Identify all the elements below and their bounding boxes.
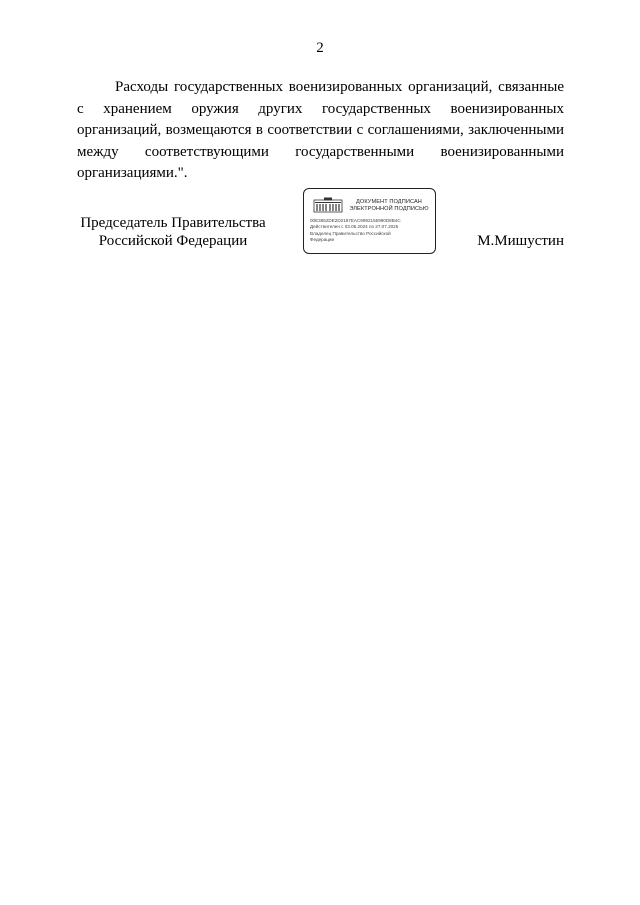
signer-name: М.Мишустин	[477, 233, 564, 249]
page-number: 2	[316, 40, 324, 56]
signatory-position-line1: Председатель Правительства	[80, 215, 266, 231]
signatory-position	[78, 214, 268, 250]
stamp-details	[310, 218, 434, 243]
stamp-title	[344, 199, 434, 213]
government-building-icon	[313, 197, 343, 213]
stamp-certificate: 00E3652DE2D2197EAC9992155990D8B4C	[310, 218, 401, 223]
signatory-position-line2: Российской Федерации	[98, 233, 248, 249]
stamp-title-line1: ДОКУМЕНТ ПОДПИСАН	[356, 199, 422, 205]
electronic-signature-stamp	[303, 188, 436, 254]
stamp-title-line2: ЭЛЕКТРОННОЙ ПОДПИСЬЮ	[349, 206, 429, 212]
stamp-owner-line2: Федерации	[310, 236, 335, 242]
body-paragraph: Расходы государственных военизированных организаций, связанные с хранением оружия других государственных военизированных организаций, возмещаются в соответствии с соглашениями, заключенными между соответствующими государственными военизированными организациями.".	[77, 79, 564, 181]
stamp-validity: Действителен с 03.05.2024 по 27.07.2025	[310, 224, 399, 230]
stamp-owner-line1: Владелец Правительство Российской	[310, 230, 391, 236]
